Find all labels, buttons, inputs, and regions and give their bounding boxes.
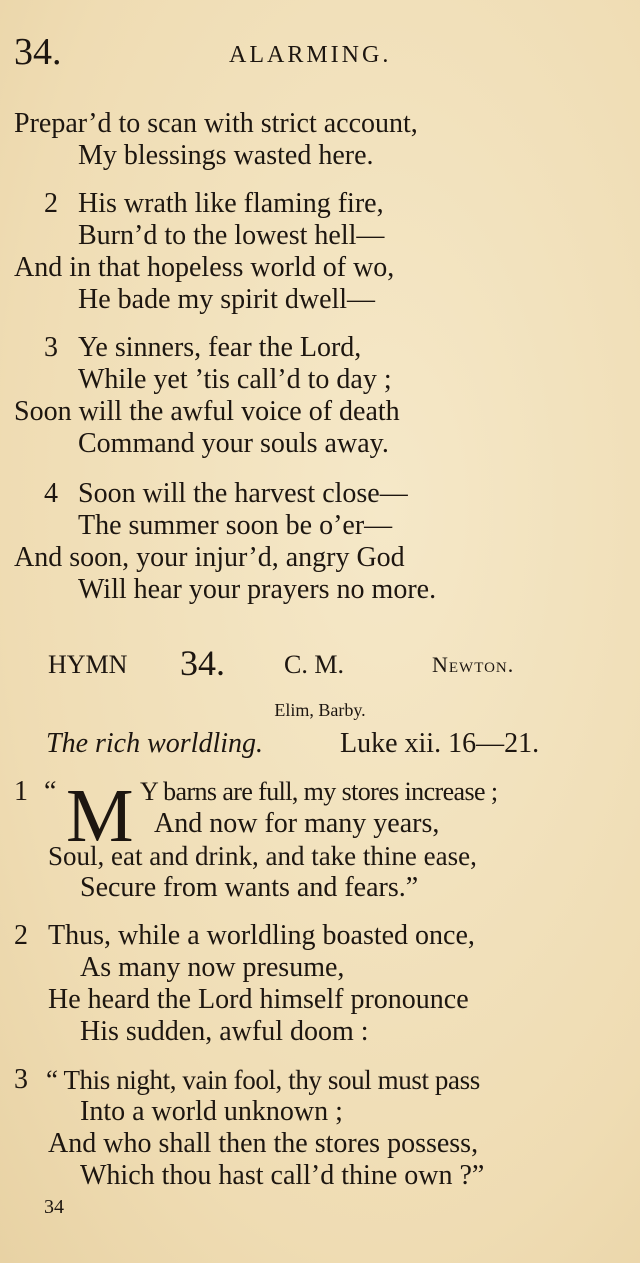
drop-cap: M [66, 774, 134, 858]
verse-line: And who shall then the stores possess, [48, 1128, 479, 1159]
verse-line: Into a world unknown ; [80, 1096, 343, 1127]
verse-line: Thus, while a worldling boasted once, [48, 920, 475, 951]
verse-number: 2 [14, 920, 28, 951]
verse-line: Prepar’d to scan with strict account, [14, 108, 418, 139]
hymn-number: 34. [180, 643, 225, 683]
verse-line: As many now presume, [80, 952, 345, 983]
page-header [14, 30, 624, 80]
running-title: ALARMING. [229, 42, 392, 68]
verse-number: 3 [14, 1064, 28, 1095]
verse-line: Soon will the harvest close— [78, 478, 408, 509]
verse-line: Ye sinners, fear the Lord, [78, 332, 362, 363]
verse-line: The summer soon be o’er— [78, 510, 393, 541]
verse-number: 3 [44, 332, 58, 363]
verse-line: While yet ’tis call’d to day ; [78, 364, 392, 395]
verse-line: His sudden, awful doom : [80, 1016, 369, 1047]
page-number: 34. [14, 31, 62, 73]
verse-line: And now for many years, [154, 808, 440, 839]
scripture-reference: Luke xii. 16—21. [340, 728, 540, 759]
verse-line: He heard the Lord himself pronounce [48, 984, 469, 1015]
hymn-subject: The rich worldling. [46, 728, 264, 759]
tune-names: Elim, Barby. [274, 700, 366, 720]
hymn-heading [48, 644, 618, 684]
verse-line: “ This night, vain fool, thy soul must pass [46, 1065, 480, 1095]
verse-line: My blessings wasted here. [78, 140, 374, 171]
verse-line: Will hear your prayers no more. [78, 574, 437, 605]
hymn-label: HYMN [48, 650, 128, 679]
verse-line: Soul, eat and drink, and take thine ease, [48, 841, 477, 871]
verse-number: 4 [44, 478, 58, 509]
verse-line: And in that hopeless world of wo, [14, 252, 395, 283]
open-quote: “ [44, 776, 57, 807]
verse-line: He bade my spirit dwell— [78, 284, 376, 315]
verse-line: Which thou hast call’d thine own ?” [80, 1160, 485, 1191]
verse-line: His wrath like flaming fire, [78, 188, 384, 219]
verse-line: Y barns are full, my stores increase ; [140, 777, 498, 806]
verse-line: Burn’d to the lowest hell— [78, 220, 385, 251]
verse-number: 1 [14, 776, 28, 807]
hymn-author: Newton. [432, 652, 515, 677]
verse-line: And soon, your injur’d, angry God [14, 542, 405, 573]
verse-number: 2 [44, 188, 58, 219]
verse-line: Soon will the awful voice of death [14, 396, 400, 427]
verse-line: Command your souls away. [78, 428, 389, 459]
verse-line: Secure from wants and fears.” [80, 872, 419, 903]
hymn-meter: C. M. [284, 650, 344, 679]
printer-signature: 34 [44, 1196, 64, 1218]
